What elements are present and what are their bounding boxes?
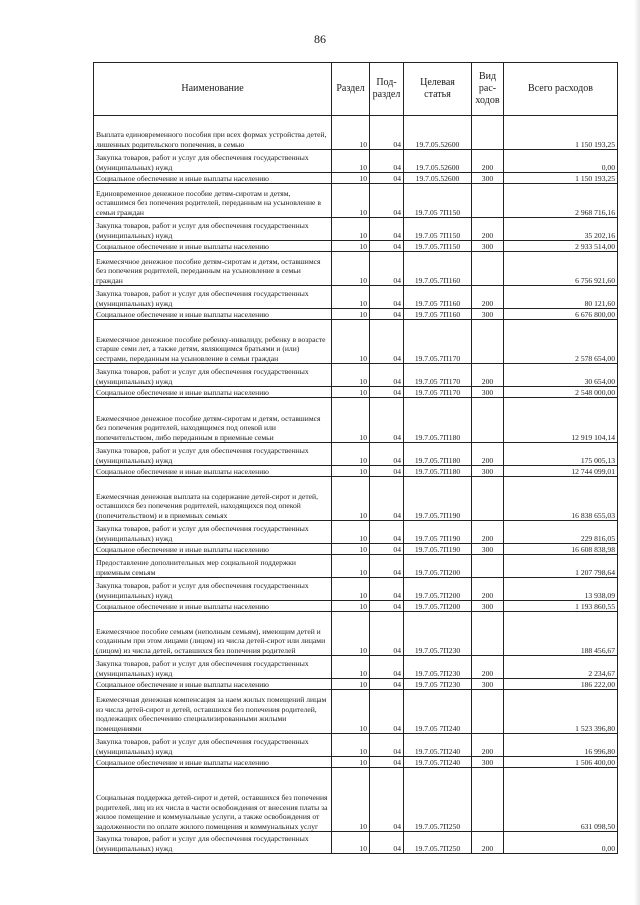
cell-vid-rashodov [472,555,504,578]
cell-podrazdel: 04 [370,656,404,679]
cell-razdel: 10 [332,757,370,768]
cell-podrazdel: 04 [370,286,404,309]
cell-celevaya-statya: 19.7.05.7П180 [404,443,472,466]
cell-name: Социальное обеспечение и иные выплаты населению [94,241,332,252]
cell-total: 12 919 104,14 [504,398,618,443]
cell-celevaya-statya: 19.7.05 7П150 [404,184,472,218]
cell-podrazdel: 04 [370,241,404,252]
cell-podrazdel: 04 [370,252,404,286]
table-row [94,309,618,320]
cell-razdel: 10 [332,398,370,443]
table-row [94,466,618,477]
cell-total: 13 938,09 [504,578,618,601]
cell-razdel: 10 [332,150,370,173]
cell-razdel: 10 [332,320,370,364]
cell-name: Закупка товаров, работ и услуг для обеспечения государственных (муниципальных) нужд [94,578,332,601]
cell-vid-rashodov: 300 [472,241,504,252]
cell-podrazdel: 04 [370,477,404,521]
table-row [94,477,618,521]
cell-vid-rashodov: 200 [472,218,504,241]
cell-total: 16 608 838,98 [504,544,618,555]
cell-name: Социальное обеспечение и иные выплаты населению [94,466,332,477]
cell-razdel: 10 [332,387,370,398]
cell-vid-rashodov: 300 [472,544,504,555]
table-row [94,116,618,150]
table-row [94,578,618,601]
cell-vid-rashodov: 200 [472,656,504,679]
cell-name: Закупка товаров, работ и услуг для обеспечения государственных (муниципальных) нужд [94,150,332,173]
cell-vid-rashodov: 300 [472,679,504,690]
cell-celevaya-statya: 19.7.05 7П240 [404,690,472,734]
table-row [94,832,618,854]
header-total: Всего расходов [504,63,618,116]
cell-celevaya-statya: 19.7.05 7П160 [404,286,472,309]
table-row [94,757,618,768]
cell-vid-rashodov: 200 [472,521,504,544]
cell-celevaya-statya: 19.7.05.7П240 [404,757,472,768]
cell-vid-rashodov: 200 [472,150,504,173]
table-row [94,173,618,184]
cell-vid-rashodov: 200 [472,364,504,387]
cell-celevaya-statya: 19.7.05.7П200 [404,601,472,612]
cell-razdel: 10 [332,466,370,477]
table-row [94,734,618,757]
cell-total: 80 121,60 [504,286,618,309]
cell-name: Социальное обеспечение и иные выплаты населению [94,309,332,320]
cell-celevaya-statya: 19.7.05 7П160 [404,309,472,320]
cell-celevaya-statya: 19.7.05.7П200 [404,578,472,601]
cell-vid-rashodov: 200 [472,578,504,601]
cell-celevaya-statya: 19.7.05.52600 [404,116,472,150]
table-row [94,656,618,679]
header-celevaya-statya: Целевая статья [404,63,472,116]
cell-vid-rashodov: 200 [472,832,504,854]
cell-total: 0,00 [504,832,618,854]
cell-total: 0,00 [504,150,618,173]
cell-name: Социальное обеспечение и иные выплаты населению [94,757,332,768]
cell-razdel: 10 [332,364,370,387]
cell-name: Единовременное денежное пособие детям-сиротам и детям, оставшимся без попечения родителей, переданным на усыновление в семьи граждан [94,184,332,218]
header-vid-rashodov: Вид рас-ходов [472,63,504,116]
cell-celevaya-statya: 19.7.05.7П170 [404,320,472,364]
scan-edge-shadow [634,0,640,905]
table-row [94,286,618,309]
table-row [94,398,618,443]
cell-total: 2 968 716,16 [504,184,618,218]
table-row [94,521,618,544]
cell-podrazdel: 04 [370,116,404,150]
cell-celevaya-statya: 19.7.05 7П170 [404,364,472,387]
cell-podrazdel: 04 [370,734,404,757]
cell-podrazdel: 04 [370,309,404,320]
cell-vid-rashodov: 300 [472,387,504,398]
cell-name: Закупка товаров, работ и услуг для обеспечения государственных (муниципальных) нужд [94,521,332,544]
cell-vid-rashodov [472,477,504,521]
cell-razdel: 10 [332,544,370,555]
cell-razdel: 10 [332,443,370,466]
cell-vid-rashodov: 200 [472,443,504,466]
cell-name: Выплата единовременного пособия при всех формах устройства детей, лишенных родительского попечения, в семью [94,116,332,150]
cell-total: 2 933 514,00 [504,241,618,252]
cell-celevaya-statya: 19.7.05.7П250 [404,832,472,854]
cell-name: Ежемесячное пособие семьям (неполным семьям), имеющим детей и созданным при этом лицами (лицом) из числа детей-сирот или лицами (лицом) из числа детей, оставшихся без попечения родителей [94,612,332,656]
cell-celevaya-statya: 19.7.05.7П190 [404,544,472,555]
cell-name: Ежемесячная денежная выплата на содержание детей-сирот и детей, оставшихся без попечения родителей, находящихся под опекой (попечительством) и в приемных семьях [94,477,332,521]
cell-celevaya-statya: 19.7.05.7П150 [404,241,472,252]
cell-celevaya-statya: 19.7.05 7П190 [404,521,472,544]
cell-name: Закупка товаров, работ и услуг для обеспечения государственных (муниципальных) нужд [94,443,332,466]
cell-celevaya-statya: 19.7.05.7П160 [404,252,472,286]
cell-celevaya-statya: 19.7.05.7П230 [404,612,472,656]
cell-vid-rashodov [472,116,504,150]
table-row [94,241,618,252]
table-row [94,150,618,173]
header-name: Наименование [94,63,332,116]
cell-razdel: 10 [332,218,370,241]
cell-celevaya-statya: 19.7.05.7П190 [404,477,472,521]
cell-razdel: 10 [332,116,370,150]
cell-name: Закупка товаров, работ и услуг для обеспечения государственных (муниципальных) нужд [94,364,332,387]
cell-celevaya-statya: 19.7.05.7П180 [404,398,472,443]
cell-total: 6 676 800,00 [504,309,618,320]
cell-total: 1 150 193,25 [504,173,618,184]
cell-name: Социальное обеспечение и иные выплаты населению [94,601,332,612]
table-row [94,612,618,656]
cell-celevaya-statya: 19.7.05.7П180 [404,466,472,477]
cell-name: Социальное обеспечение и иные выплаты населению [94,173,332,184]
cell-total: 188 456,67 [504,612,618,656]
cell-vid-rashodov: 200 [472,286,504,309]
cell-podrazdel: 04 [370,690,404,734]
cell-razdel: 10 [332,832,370,854]
table-row [94,679,618,690]
cell-name: Закупка товаров, работ и услуг для обеспечения государственных (муниципальных) нужд [94,286,332,309]
cell-podrazdel: 04 [370,555,404,578]
cell-total: 631 098,50 [504,768,618,832]
cell-total: 2 234,67 [504,656,618,679]
cell-razdel: 10 [332,601,370,612]
cell-razdel: 10 [332,477,370,521]
cell-total: 30 654,00 [504,364,618,387]
cell-podrazdel: 04 [370,466,404,477]
cell-razdel: 10 [332,679,370,690]
cell-podrazdel: 04 [370,832,404,854]
table-row [94,320,618,364]
table-row [94,184,618,218]
cell-total: 12 744 099,01 [504,466,618,477]
cell-name: Ежемесячная денежная компенсация за наем жилых помещений лицам из числа детей-сирот и детей, оставшихся без попечения родителей, подлежащих обеспечению специализированными жилыми помещениями [94,690,332,734]
cell-podrazdel: 04 [370,387,404,398]
cell-vid-rashodov [472,252,504,286]
table-row [94,555,618,578]
cell-vid-rashodov [472,690,504,734]
cell-vid-rashodov: 300 [472,173,504,184]
cell-total: 1 150 193,25 [504,116,618,150]
cell-celevaya-statya: 19.7.05.7П250 [404,768,472,832]
cell-vid-rashodov: 200 [472,734,504,757]
header-podrazdel: Под-раздел [370,63,404,116]
cell-vid-rashodov: 300 [472,466,504,477]
cell-total: 35 202,16 [504,218,618,241]
cell-total: 1 193 860,55 [504,601,618,612]
cell-podrazdel: 04 [370,150,404,173]
cell-vid-rashodov [472,768,504,832]
cell-razdel: 10 [332,309,370,320]
cell-podrazdel: 04 [370,601,404,612]
cell-name: Закупка товаров, работ и услуг для обеспечения государственных (муниципальных) нужд [94,656,332,679]
cell-total: 1 523 396,80 [504,690,618,734]
table-row [94,252,618,286]
cell-razdel: 10 [332,612,370,656]
table-row [94,218,618,241]
table-row [94,364,618,387]
table-row [94,544,618,555]
cell-celevaya-statya: 19.7.05.52600 [404,150,472,173]
cell-name: Закупка товаров, работ и услуг для обеспечения государственных (муниципальных) нужд [94,734,332,757]
cell-celevaya-statya: 19.7.05.7П230 [404,656,472,679]
cell-name: Социальное обеспечение и иные выплаты населению [94,679,332,690]
page-number: 86 [314,32,326,46]
cell-celevaya-statya: 19.7.05 7П170 [404,387,472,398]
cell-podrazdel: 04 [370,364,404,387]
table-body [94,116,618,854]
cell-razdel: 10 [332,521,370,544]
cell-total: 229 816,05 [504,521,618,544]
cell-name: Ежемесячное денежное пособие детям-сиротам и детям, оставшимся без попечения родителей, находящимся под опекой или попечительством, либо переданным в приемные семьи [94,398,332,443]
cell-podrazdel: 04 [370,544,404,555]
table-row [94,601,618,612]
cell-razdel: 10 [332,768,370,832]
cell-vid-rashodov: 300 [472,757,504,768]
cell-celevaya-statya: 19.7.05.7П200 [404,555,472,578]
cell-name: Социальная поддержка детей-сирот и детей, оставшихся без попечения родителей, лиц из их числа в части освобождения от внесения платы за жилое помещение и коммунальные услуги, а также освобождения от задолженности по оплате жилого помещения и коммунальных услуг [94,768,332,832]
cell-razdel: 10 [332,173,370,184]
cell-razdel: 10 [332,578,370,601]
cell-razdel: 10 [332,734,370,757]
cell-razdel: 10 [332,241,370,252]
cell-celevaya-statya: 19.7.05 7П150 [404,218,472,241]
cell-total: 2 548 000,00 [504,387,618,398]
cell-vid-rashodov: 300 [472,601,504,612]
table-row [94,768,618,832]
cell-celevaya-statya: 19.7.05.52600 [404,173,472,184]
cell-vid-rashodov [472,184,504,218]
cell-razdel: 10 [332,252,370,286]
cell-podrazdel: 04 [370,218,404,241]
cell-celevaya-statya: 19.7.05.7П240 [404,734,472,757]
cell-podrazdel: 04 [370,173,404,184]
cell-name: Закупка товаров, работ и услуг для обеспечения государственных (муниципальных) нужд [94,218,332,241]
table-row [94,690,618,734]
cell-podrazdel: 04 [370,398,404,443]
cell-total: 16 996,80 [504,734,618,757]
cell-vid-rashodov: 300 [472,309,504,320]
cell-name: Предоставление дополнительных мер социальной поддержки приемным семьям [94,555,332,578]
cell-vid-rashodov [472,612,504,656]
cell-total: 16 838 655,03 [504,477,618,521]
cell-name: Закупка товаров, работ и услуг для обеспечения государственных (муниципальных) нужд [94,832,332,854]
cell-razdel: 10 [332,184,370,218]
cell-total: 186 222,00 [504,679,618,690]
cell-name: Социальное обеспечение и иные выплаты населению [94,387,332,398]
cell-podrazdel: 04 [370,757,404,768]
cell-podrazdel: 04 [370,612,404,656]
cell-vid-rashodov [472,398,504,443]
cell-celevaya-statya: 19.7.05 7П230 [404,679,472,690]
cell-razdel: 10 [332,286,370,309]
cell-podrazdel: 04 [370,184,404,218]
cell-razdel: 10 [332,656,370,679]
cell-total: 1 506 400,00 [504,757,618,768]
expenditure-table [93,62,618,854]
cell-name: Ежемесячное денежное пособие ребенку-инвалиду, ребенку в возрасте старше семи лет, а также детям, являющимся братьями и (или) сестрами, переданным на усыновление в семьи граждан [94,320,332,364]
cell-podrazdel: 04 [370,443,404,466]
cell-total: 1 207 798,64 [504,555,618,578]
cell-podrazdel: 04 [370,768,404,832]
cell-podrazdel: 04 [370,578,404,601]
table-header [94,63,618,116]
cell-razdel: 10 [332,555,370,578]
cell-vid-rashodov [472,320,504,364]
header-razdel: Раздел [332,63,370,116]
cell-total: 2 578 654,00 [504,320,618,364]
cell-total: 6 756 921,60 [504,252,618,286]
cell-total: 175 005,13 [504,443,618,466]
cell-name: Социальное обеспечение и иные выплаты населению [94,544,332,555]
cell-podrazdel: 04 [370,679,404,690]
cell-name: Ежемесячное денежное пособие детям-сиротам и детям, оставшимся без попечения родителей, переданным на усыновление в семьи граждан [94,252,332,286]
cell-podrazdel: 04 [370,320,404,364]
table-row [94,387,618,398]
cell-podrazdel: 04 [370,521,404,544]
cell-razdel: 10 [332,690,370,734]
table-row [94,443,618,466]
